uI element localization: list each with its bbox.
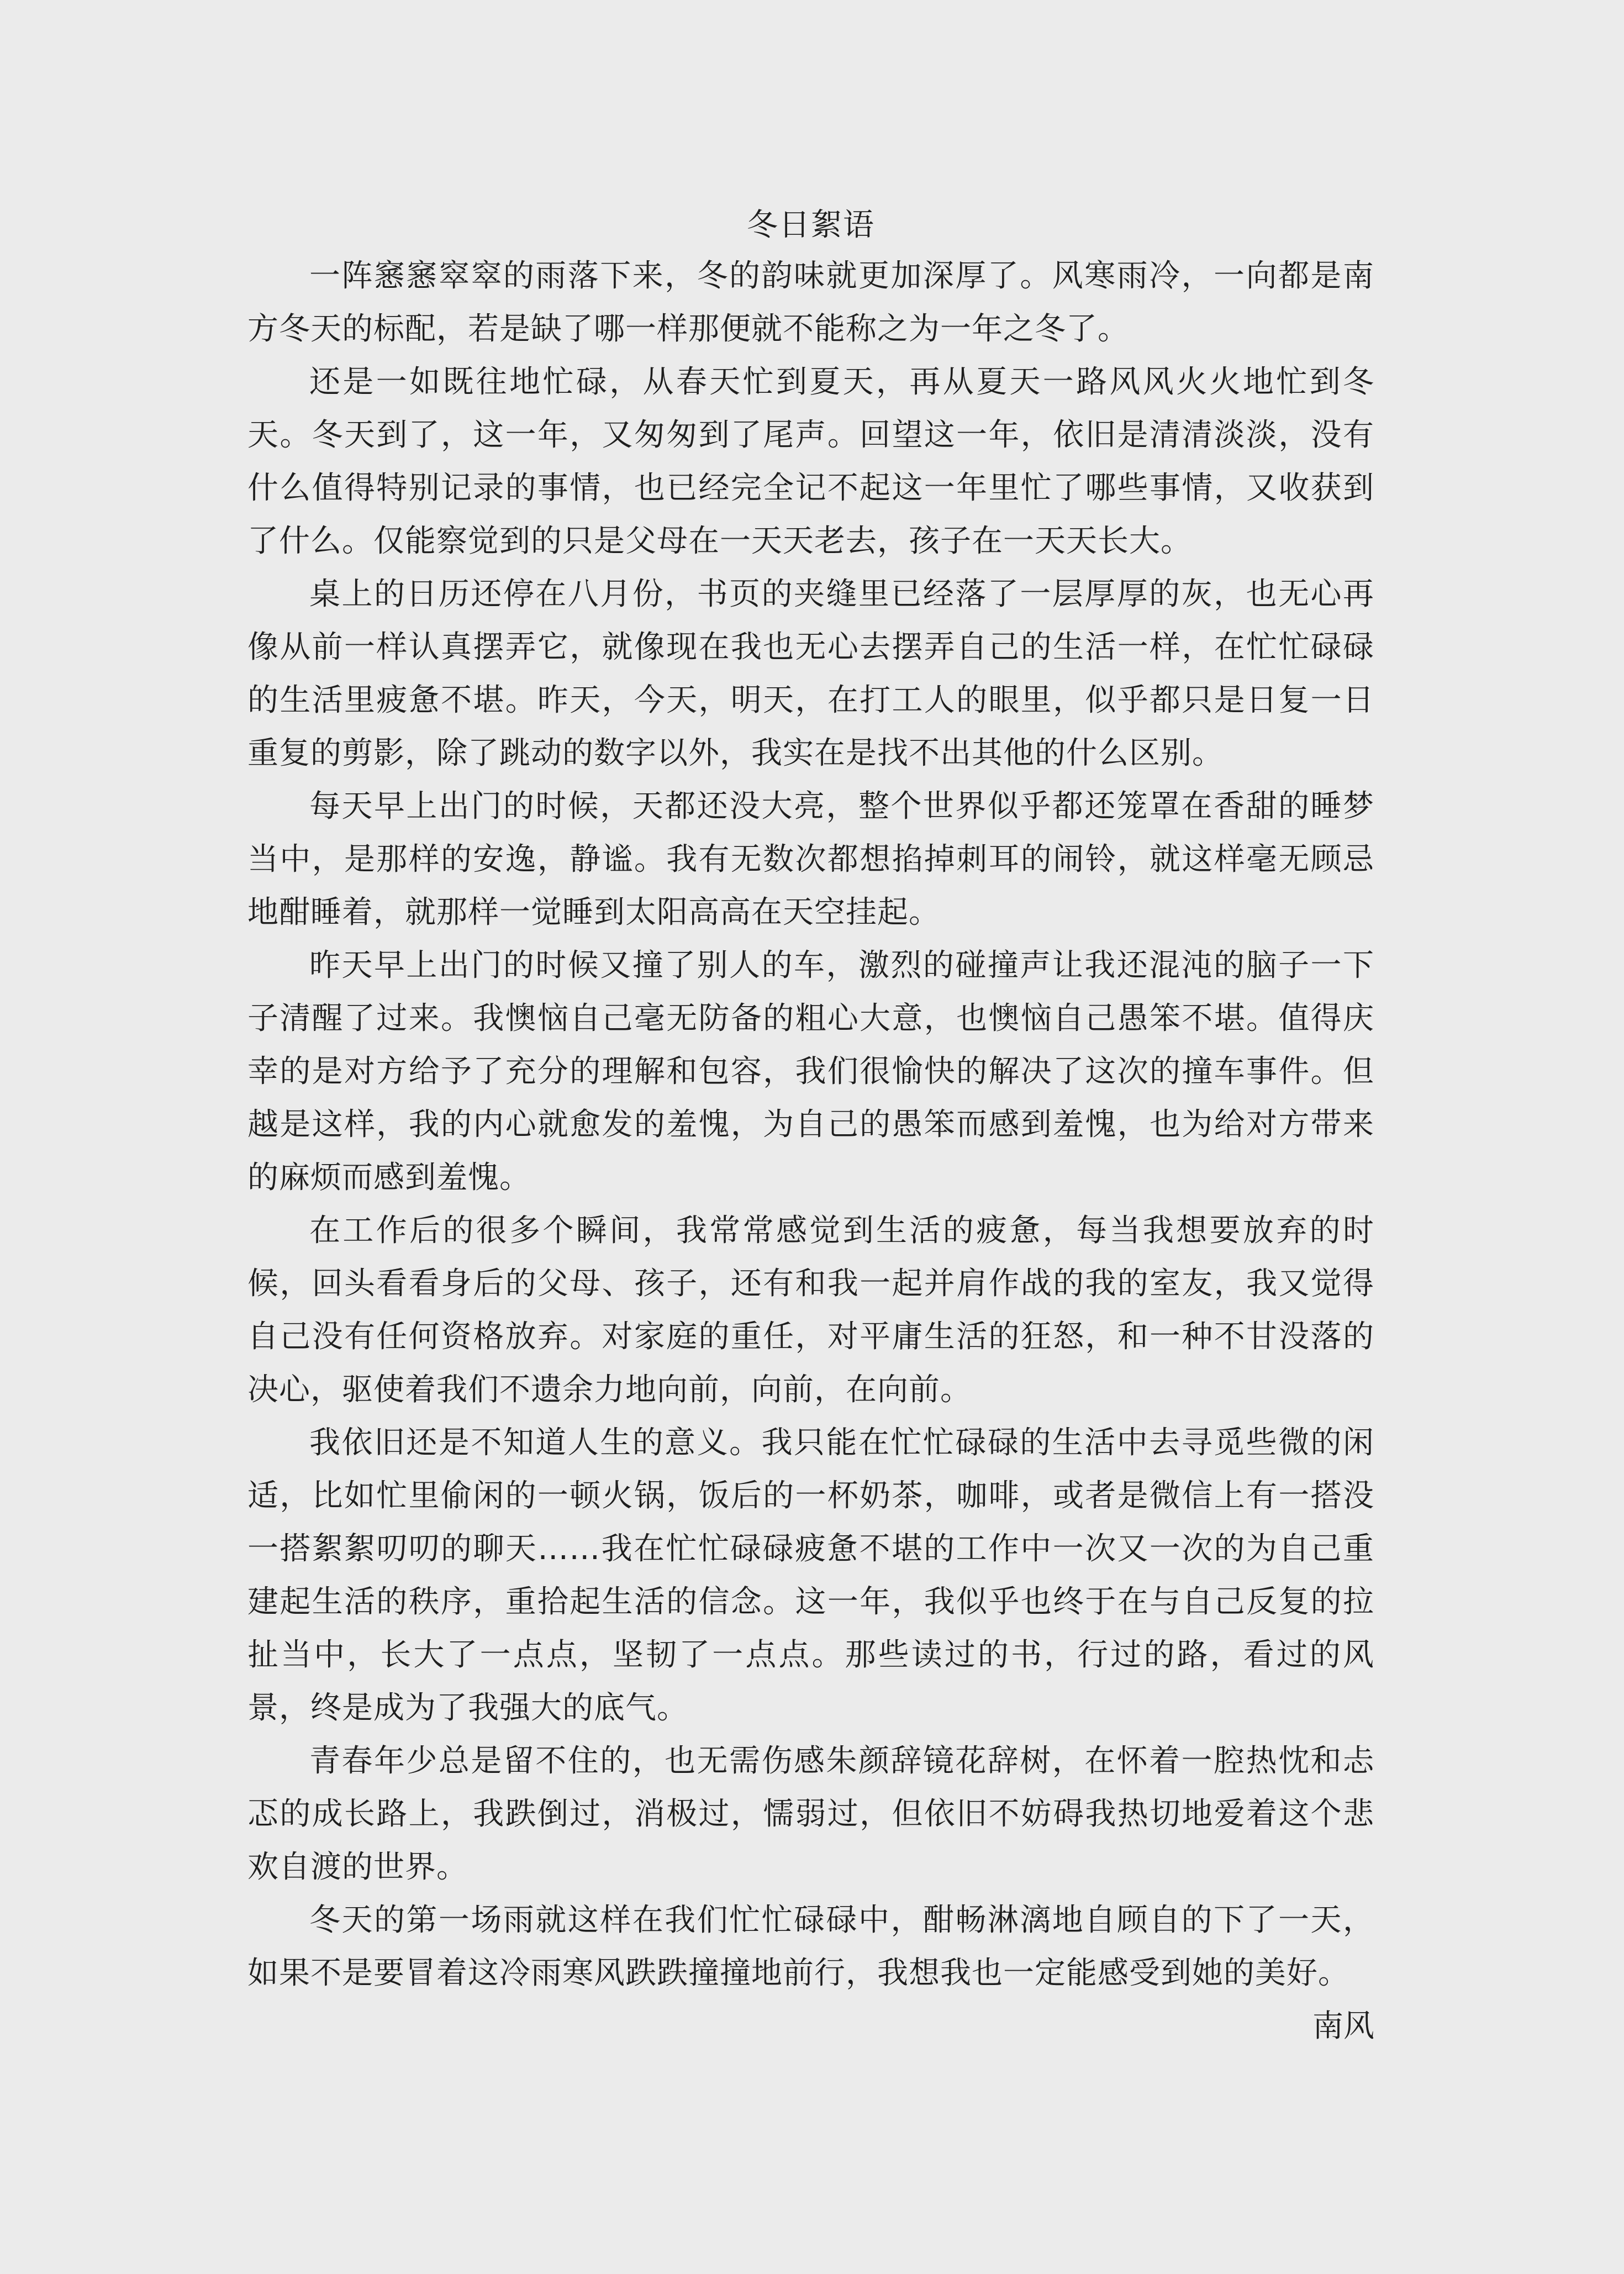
paragraph: 每天早上出门的时候，天都还没大亮，整个世界似乎都还笼罩在香甜的睡梦当中，是那样的安逸，静谧。我有无数次都想掐掉刺耳的闹铃，就这样毫无顾忌地酣睡着，就那样一觉睡到太阳高高在天空挂起。 [247, 788, 1374, 930]
paragraph: 冬天的第一场雨就这样在我们忙忙碌碌中，酣畅淋漓地自顾自的下了一天，如果不是要冒着这冷雨寒风跌跌撞撞地前行，我想我也一定能感受到她的美好。 [247, 1902, 1374, 1991]
paragraph: 我依旧还是不知道人生的意义。我只能在忙忙碌碌的生活中去寻觅些微的闲适，比如忙里偷闲的一顿火锅，饭后的一杯奶茶，咖啡，或者是微信上有一搭没一搭絮絮叨叨的聊天……我在忙忙碌碌疲惫不堪的工作中一次又一次的为自己重建起生活的秩序，重拾起生活的信念。这一年，我似乎也终于在与自己反复的拉扯当中，长大了一点点，坚韧了一点点。那些读过的书，行过的路，看过的风景，终是成为了我强大的底气。 [247, 1425, 1374, 1726]
paragraph: 一阵窸窸窣窣的雨落下来，冬的韵味就更加深厚了。风寒雨冷，一向都是南方冬天的标配，若是缺了哪一样那便就不能称之为一年之冬了。 [247, 258, 1374, 347]
paragraph: 在工作后的很多个瞬间，我常常感觉到生活的疲惫，每当我想要放弃的时候，回头看看身后的父母、孩子，还有和我一起并肩作战的我的室友，我又觉得自己没有任何资格放弃。对家庭的重任，对平庸生活的狂怒，和一种不甘没落的决心，驱使着我们不遗余力地向前，向前，在向前。 [247, 1213, 1374, 1408]
author-signature: 南风 [1312, 2008, 1374, 2044]
paragraph: 昨天早上出门的时候又撞了别人的车，激烈的碰撞声让我还混沌的脑子一下子清醒了过来。我懊恼自己毫无防备的粗心大意，也懊恼自己愚笨不堪。值得庆幸的是对方给予了充分的理解和包容，我们很愉快的解决了这次的撞车事件。但越是这样，我的内心就愈发的羞愧，为自己的愚笨而感到羞愧，也为给对方带来的麻烦而感到羞愧。 [247, 948, 1374, 1196]
paragraph: 桌上的日历还停在八月份，书页的夹缝里已经落了一层厚厚的灰，也无心再像从前一样认真摆弄它，就像现在我也无心去摆弄自己的生活一样，在忙忙碌碌的生活里疲惫不堪。昨天，今天，明天，在打工人的眼里，似乎都只是日复一日重复的剪影，除了跳动的数字以外，我实在是找不出其他的什么区别。 [247, 576, 1374, 771]
document-title: 冬日絮语 [747, 207, 875, 243]
paragraph: 青春年少总是留不住的，也无需伤感朱颜辞镜花辞树，在怀着一腔热忱和忐忑的成长路上，我跌倒过，消极过，懦弱过，但依旧不妨碍我热切地爱着这个悲欢自渡的世界。 [247, 1743, 1374, 1885]
document-body [247, 201, 1374, 2053]
paragraph: 还是一如既往地忙碌，从春天忙到夏天，再从夏天一路风风火火地忙到冬天。冬天到了，这一年，又匆匆到了尾声。回望这一年，依旧是清清淡淡，没有什么值得特别记录的事情，也已经完全记不起这一年里忙了哪些事情，又收获到了什么。仅能察觉到的只是父母在一天天老去，孩子在一天天长大。 [247, 364, 1374, 559]
